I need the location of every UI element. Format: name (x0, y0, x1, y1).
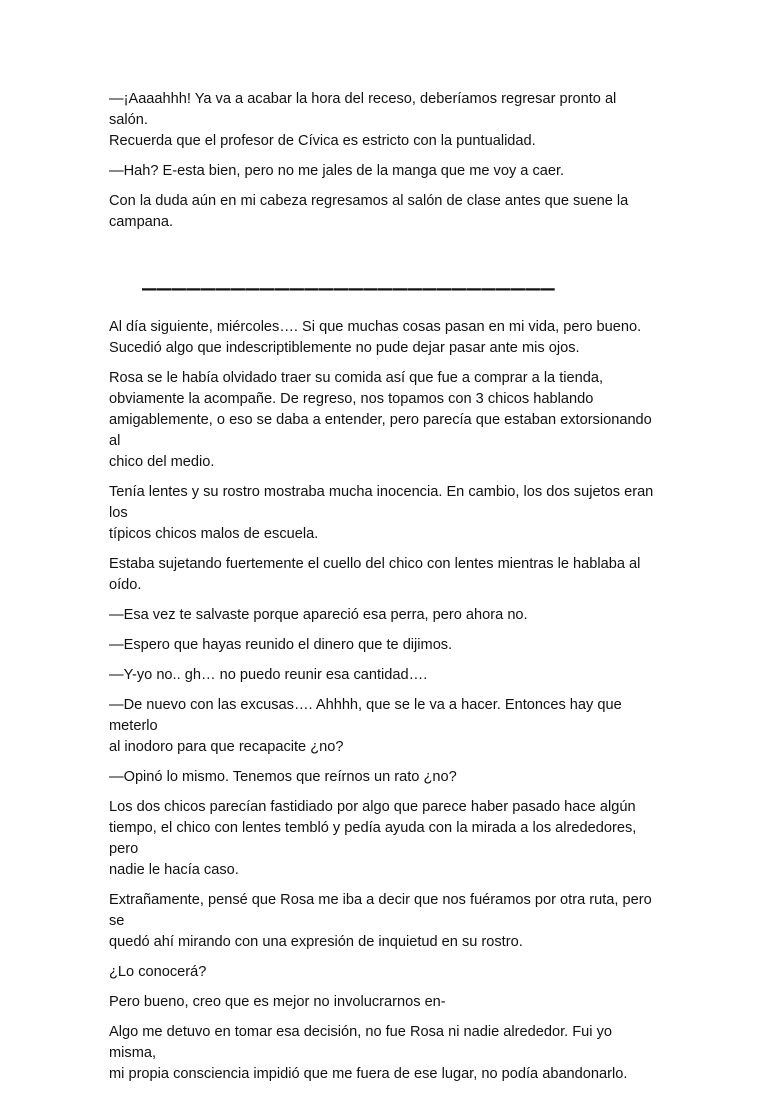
paragraph: —Hah? E-esta bien, pero no me jales de la manga que me voy a caer. (109, 163, 565, 179)
paragraph: Extrañamente, pensé que Rosa me iba a decir que nos fuéramos por otra ruta, pero se quedó ahí mirando con una expresión de inquietud en su rostro. (109, 892, 652, 950)
paragraph: Pero bueno, creo que es mejor no involucrarnos en- (109, 994, 446, 1010)
paragraph: Tenía lentes y su rostro mostraba mucha inocencia. En cambio, los dos sujetos eran los típicos chicos malos de escuela. (109, 484, 654, 542)
dialogue-line: —Y-yo no.. gh… no puedo reunir esa cantidad…. (109, 667, 428, 683)
paragraph: Con la duda aún en mi cabeza regresamos al salón de clase antes que suene la campana. (109, 193, 629, 230)
paragraph: —¡Aaaahhh! Ya va a acabar la hora del receso, deberíamos regresar pronto al salón. Recuerda que el profesor de Cívica es estricto con la puntualidad. (109, 91, 617, 149)
paragraph: Estaba sujetando fuertemente el cuello del chico con lentes mientras le hablaba al oído. (109, 556, 641, 593)
dialogue-line: —Espero que hayas reunido el dinero que te dijimos. (109, 637, 453, 653)
paragraph: ¿Lo conocerá? (109, 964, 207, 980)
dialogue-line: —Esa vez te salvaste porque apareció esa perra, pero ahora no. (109, 607, 528, 623)
scene-separator: ____________________________ (142, 263, 555, 291)
paragraph: Algo me detuvo en tomar esa decisión, no fue Rosa ni nadie alrededor. Fui yo misma, mi propia consciencia impidió que me fuera de ese lugar, no podía abandonarlo. (109, 1024, 628, 1082)
paragraph: Los dos chicos parecían fastidiado por algo que parece haber pasado hace algún tiempo, el chico con lentes tembló y pedía ayuda con la mirada a los alrededores, pero nadie le hacía caso. (109, 799, 637, 878)
document-body (109, 89, 659, 1094)
dialogue-line: —De nuevo con las excusas…. Ahhhh, que se le va a hacer. Entonces hay que meterlo al inodoro para que recapacite ¿no? (109, 697, 622, 755)
dialogue-line: —Opinó lo mismo. Tenemos que reírnos un rato ¿no? (109, 769, 457, 785)
paragraph: Rosa se le había olvidado traer su comida así que fue a comprar a la tienda, obviamente la acompañe. De regreso, nos topamos con 3 chicos hablando amigablemente, o eso se daba a entender, pero parecía que estaban extorsionando al chico del medio. (109, 370, 652, 470)
paragraph: Al día siguiente, miércoles…. Si que muchas cosas pasan en mi vida, pero bueno. Sucedió algo que indescriptiblemente no pude dejar pasar ante mis ojos. (109, 319, 642, 356)
